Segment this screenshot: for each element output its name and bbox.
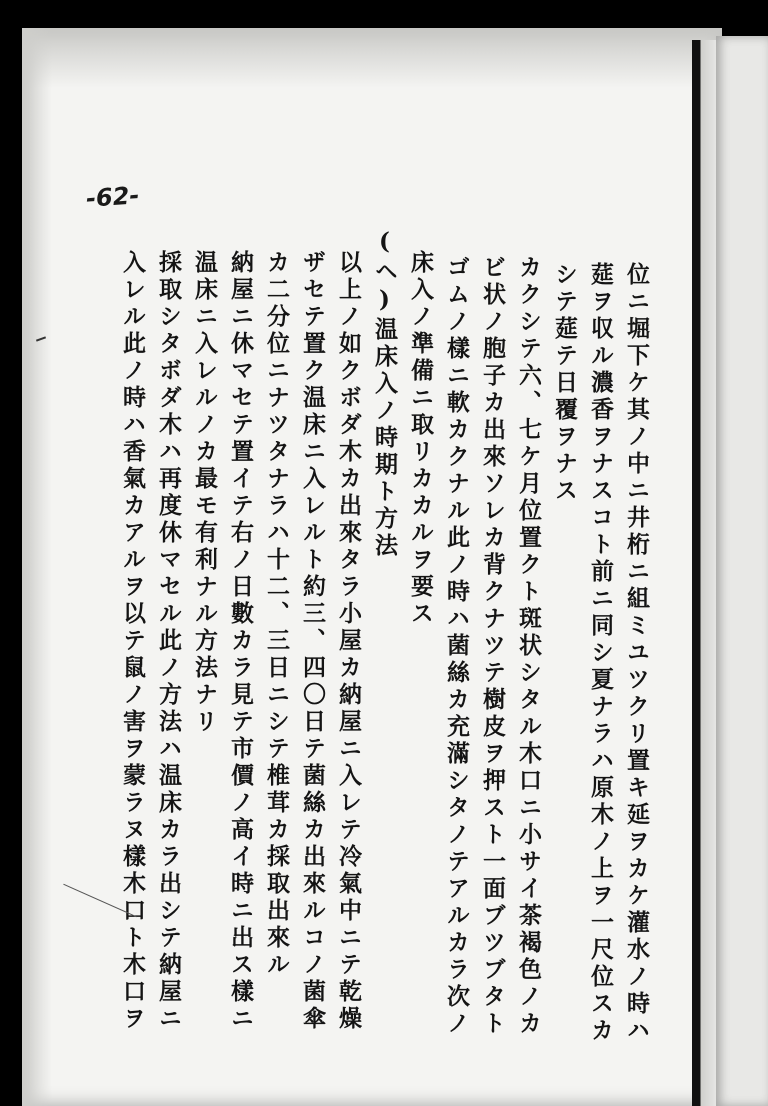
text-column-9: 以上ノ如クボダ木カ出來タラ小屋カ納屋ニ入レテ冷氣中ニテ乾燥 xyxy=(335,250,362,1033)
text-column-4: カクシテ六、七ケ月位置クト斑状シタル木口ニ小サイ茶褐色ノカ xyxy=(515,255,542,1038)
text-column-5: ビ状ノ胞子カ出來ソレカ背クナツテ樹皮ヲ押スト一面ブツブタト xyxy=(479,255,506,1038)
text-column-13: 温床ニ入レルノカ最モ有利ナル方法ナリ xyxy=(191,250,218,736)
text-column-15: 入レル此ノ時ハ香氣カアルヲ以テ鼠ノ害ヲ蒙ラヌ樣木口ト木口ヲ xyxy=(119,250,146,1033)
page-number: -62- xyxy=(85,181,141,213)
text-column-7: 床入ノ準備ニ取リカカルヲ要ス xyxy=(407,250,434,628)
text-column-14: 採取シタボダ木ハ再度休マセル此ノ方法ハ温床カラ出シテ納屋ニ xyxy=(155,250,182,1033)
text-column-11: カ二分位ニナツタナラハ十二、三日ニシテ椎茸カ採取出來ル xyxy=(263,250,290,979)
facing-page-edge xyxy=(716,36,768,1106)
text-column-1: 位ニ堀下ケ其ノ中ニ井桁ニ組ミユツクリ置キ延ヲカケ灌水ノ時ハ xyxy=(623,262,650,1045)
text-column-10: ザセテ置ク温床ニ入レルト約三、四〇日テ菌絲カ出來ルコノ菌傘 xyxy=(299,250,326,1033)
text-column-2: 莚ヲ収ル濃香ヲナスコト前ニ同シ夏ナラハ原木ノ上ヲ一尺位スカ xyxy=(587,262,614,1045)
text-column-12: 納屋ニ休マセテ置イテ右ノ日數カラ見テ市價ノ高イ時ニ出ス樣ニ xyxy=(227,250,254,1033)
text-column-3: シテ莚テ日覆ヲナス xyxy=(551,262,578,505)
page-gutter xyxy=(692,40,716,1106)
section-heading: (ヘ)温床入ノ時期ト方法 xyxy=(371,228,398,560)
text-column-6: ゴムノ樣ニ軟カクナル此ノ時ハ菌絲カ充滿シタノテアルカラ次ノ xyxy=(443,255,470,1038)
